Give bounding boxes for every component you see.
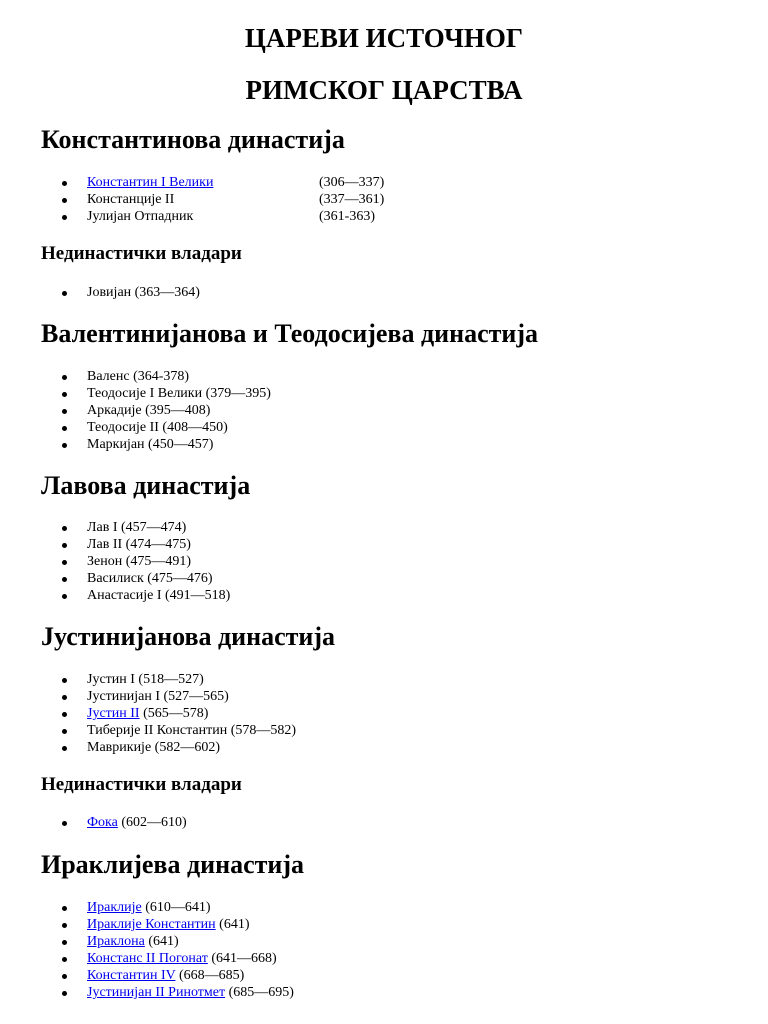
list-item: Лав II (474—475) xyxy=(0,536,230,553)
list-justinian xyxy=(0,671,296,756)
subsection-heading-nondynastic-2: Нединастички владари xyxy=(41,774,242,795)
reign-years: (685—695) xyxy=(225,985,294,1000)
page-title-line-2: РИМСКОГ ЦАРСТВА xyxy=(245,75,523,105)
list-item: Теодосије I Велики (379—395) xyxy=(0,385,271,402)
list-leonid xyxy=(0,519,230,604)
emperor-link[interactable]: Ираклије xyxy=(87,900,142,915)
emperor-link[interactable]: Јустинијан II Ринотмет xyxy=(87,985,226,1000)
list-item xyxy=(0,916,294,933)
list-item xyxy=(0,984,294,1001)
emperor-link[interactable]: Константин IV xyxy=(87,968,176,983)
list-item xyxy=(0,967,294,984)
list-item: Лав I (457—474) xyxy=(0,519,230,536)
list-nondynastic-1 xyxy=(0,284,200,301)
section-heading-justinian: Јустинијанова династија xyxy=(41,622,336,651)
reign-years: (306—337) xyxy=(319,175,385,190)
list-item: Тиберије II Константин (578—582) xyxy=(0,722,296,739)
emperor-link[interactable]: Фока xyxy=(87,815,118,830)
emperor-name: Констанције II xyxy=(87,192,175,207)
list-item: Маврикије (582—602) xyxy=(0,739,296,756)
section-heading-constantine: Константинова династија xyxy=(41,125,345,154)
list-item: Валенс (364-378) xyxy=(0,368,271,385)
list-item: Аркадије (395—408) xyxy=(0,402,271,419)
list-item xyxy=(0,191,385,208)
list-item: Јовијан (363—364) xyxy=(0,284,200,301)
list-constantine xyxy=(0,174,385,225)
reign-years: (610—641) xyxy=(141,900,211,915)
list-heraclian xyxy=(0,899,294,1001)
list-item xyxy=(0,174,385,191)
reign-years: (361-363) xyxy=(319,209,375,224)
list-item: Василиск (475—476) xyxy=(0,570,230,587)
emperor-name: Јулијан Отпадник xyxy=(87,209,194,224)
emperor-link[interactable]: Константин I Велики xyxy=(87,175,214,190)
page-title-line-1: ЦАРЕВИ ИСТОЧНОГ xyxy=(244,23,524,53)
section-heading-leonid: Лавова династија xyxy=(41,471,251,500)
list-valentinian-theodosian xyxy=(0,368,271,453)
list-item: Маркијан (450—457) xyxy=(0,436,271,453)
list-item: Анастасије I (491—518) xyxy=(0,587,230,604)
list-item xyxy=(0,950,294,967)
emperor-link[interactable]: Констанс II Погонат xyxy=(87,951,208,966)
list-item xyxy=(0,208,375,225)
reign-years: (602—610) xyxy=(117,815,187,830)
reign-years: (641—668) xyxy=(207,951,277,966)
list-item: Јустинијан I (527—565) xyxy=(0,688,296,705)
list-item xyxy=(0,705,296,722)
list-item: Јустин I (518—527) xyxy=(0,671,296,688)
emperor-link[interactable]: Ираклије Константин xyxy=(87,917,216,932)
reign-years: (641) xyxy=(215,917,250,932)
subsection-heading-nondynastic-1: Нединастички владари xyxy=(41,243,242,264)
list-item: Теодосије II (408—450) xyxy=(0,419,271,436)
section-heading-heraclian: Ираклијева династија xyxy=(41,850,305,879)
list-item xyxy=(0,933,294,950)
list-item xyxy=(0,814,187,831)
list-item xyxy=(0,899,294,916)
emperor-link[interactable]: Јустин II xyxy=(87,706,140,721)
list-nondynastic-2 xyxy=(0,814,187,831)
reign-years: (565—578) xyxy=(139,706,209,721)
section-heading-valentinian-theodosian: Валентинијанова и Теодосијева династија xyxy=(41,319,539,348)
list-item: Зенон (475—491) xyxy=(0,553,230,570)
reign-years: (641) xyxy=(144,934,179,949)
reign-years: (668—685) xyxy=(175,968,245,983)
reign-years: (337—361) xyxy=(319,192,385,207)
emperor-link[interactable]: Ираклона xyxy=(87,934,145,949)
